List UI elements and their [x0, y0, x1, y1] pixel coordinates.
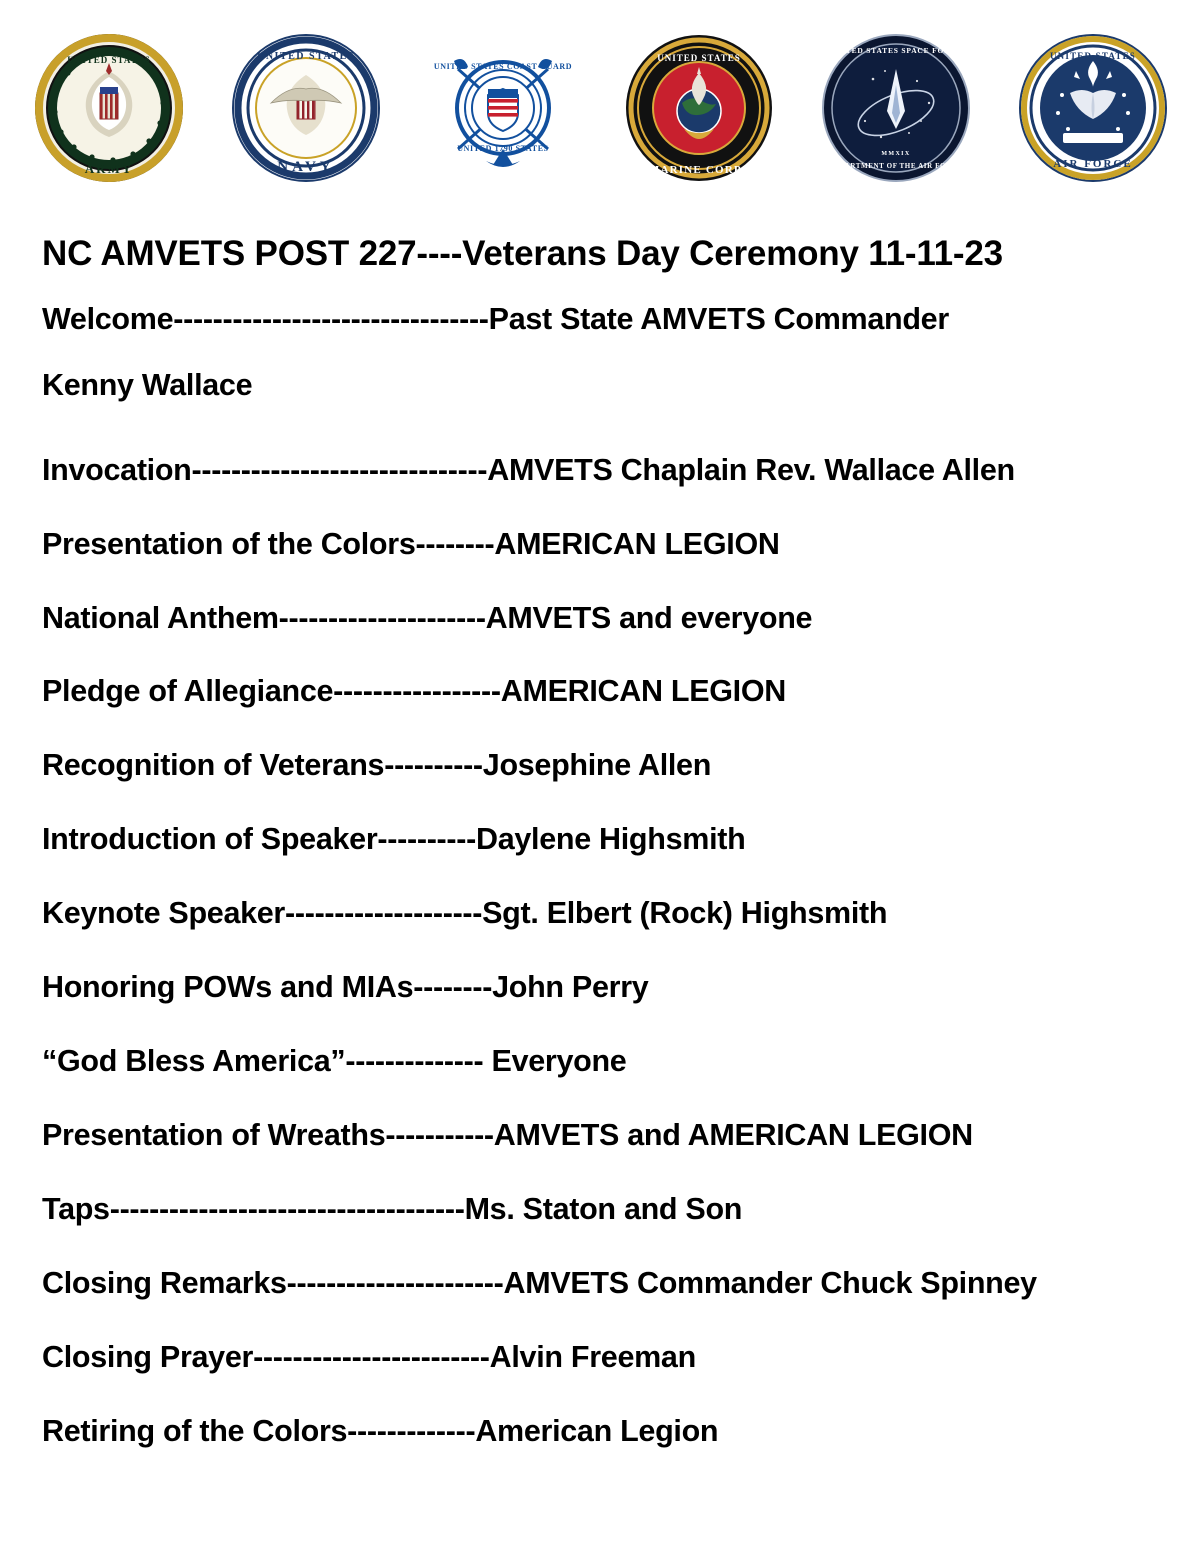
program-line: Pledge of Allegiance-----------------AMERICAN LEGION [42, 674, 786, 709]
program-line: Invocation------------------------------AMVETS Chaplain Rev. Wallace Allen [42, 452, 1015, 487]
program-line: Introduction of Speaker----------Daylene Highsmith [42, 822, 746, 857]
program-line: National Anthem---------------------AMVETS and everyone [42, 600, 813, 635]
program-line: “God Bless America”-------------- Everyone [42, 1044, 627, 1079]
svg-text:DEPARTMENT OF THE AIR FORCE: DEPARTMENT OF THE AIR FORCE [829, 162, 963, 170]
coast-guard-seal [428, 33, 578, 183]
svg-text:MARINE CORPS: MARINE CORPS [649, 164, 750, 176]
svg-text:UNITED 1790 STATES: UNITED 1790 STATES [456, 144, 549, 153]
svg-text:UNITED STATES COAST GUARD: UNITED STATES COAST GUARD [433, 62, 572, 71]
svg-text:UNITED STATES: UNITED STATES [657, 53, 742, 63]
svg-text:MMXIX: MMXIX [881, 151, 911, 157]
program-line: Closing Prayer------------------------Alvin Freeman [42, 1339, 696, 1374]
svg-text:UNITED STATES: UNITED STATES [256, 51, 355, 62]
page-title: NC AMVETS POST 227----Veterans Day Ceremony 11-11-23 [42, 234, 1003, 273]
svg-text:UNITED STATES: UNITED STATES [1049, 51, 1137, 61]
program-line: Welcome--------------------------------Past State AMVETS Commander [42, 301, 949, 336]
ceremony-program [42, 236, 1172, 1489]
program-line: Honoring POWs and MIAs--------John Perry [42, 970, 649, 1005]
program-line: Presentation of the Colors--------AMERICAN LEGION [42, 526, 780, 561]
air-force-seal [1018, 33, 1168, 183]
svg-text:NAVY: NAVY [277, 159, 335, 175]
navy-seal [231, 33, 381, 183]
military-seals-row [34, 28, 1168, 188]
svg-text:ARMY: ARMY [84, 161, 134, 176]
svg-text:UNITED STATES SPACE FORCE: UNITED STATES SPACE FORCE [829, 46, 963, 55]
program-line: Keynote Speaker--------------------Sgt. Elbert (Rock) Highsmith [42, 896, 888, 931]
program-line: Retiring of the Colors-------------American Legion [42, 1413, 719, 1448]
program-line: Recognition of Veterans----------Josephine Allen [42, 748, 712, 783]
army-seal [34, 33, 184, 183]
program-line: Closing Remarks----------------------AMVETS Commander Chuck Spinney [42, 1265, 1037, 1300]
program-line: Presentation of Wreaths-----------AMVETS and AMERICAN LEGION [42, 1118, 973, 1153]
program-line: Taps------------------------------------Ms. Staton and Son [42, 1192, 743, 1226]
svg-text:AIR FORCE: AIR FORCE [1053, 158, 1133, 170]
space-force-seal [821, 33, 971, 183]
marine-corps-seal [624, 33, 774, 183]
program-line: Kenny Wallace [42, 367, 253, 402]
svg-text:UNITED STATES: UNITED STATES [67, 55, 151, 65]
